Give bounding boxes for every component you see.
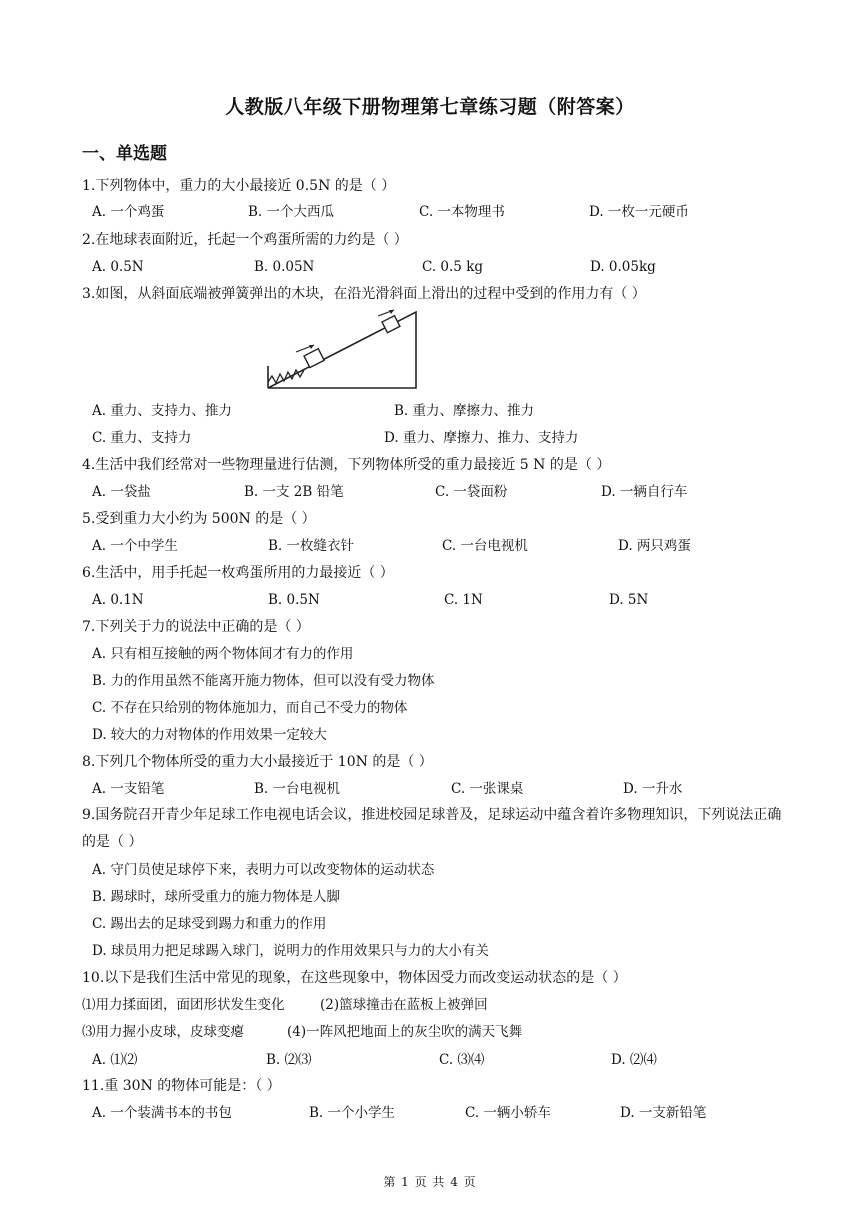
q7-option-a: A. 只有相互接触的两个物体间才有力的作用 xyxy=(92,646,354,662)
incline-diagram-svg xyxy=(262,308,422,392)
page-footer: 第 1 页 共 4 页 xyxy=(383,1175,477,1189)
q7-option-b: B. 力的作用虽然不能离开施力物体，但可以没有受力物体 xyxy=(92,673,435,689)
q2-option-c: C. 0.5 kg xyxy=(422,259,484,275)
q2-option-b: B. 0.05N xyxy=(254,259,315,275)
q3-option-b: B. 重力、摩擦力、推力 xyxy=(394,403,535,419)
q5-option-c: C. 一台电视机 xyxy=(442,538,528,554)
q6-option-d: D. 5N xyxy=(609,592,649,608)
question-3-stem: 3.如图，从斜面底端被弹簧弹出的木块，在沿光滑斜面上滑出的过程中受到的作用力有（ ） xyxy=(82,286,646,302)
block-lower xyxy=(304,349,324,368)
q8-option-a: A. 一支铅笔 xyxy=(92,781,165,797)
incline-spring-figure xyxy=(262,308,422,396)
question-5-stem: 5.受到重力大小约为 500N 的是（ ） xyxy=(82,511,316,527)
q5-option-b: B. 一枚缝衣针 xyxy=(268,538,355,554)
q10-item-3: ⑶用力握小皮球，皮球变瘪 xyxy=(82,1024,244,1040)
q11-option-a: A. 一个装满书本的书包 xyxy=(92,1105,232,1121)
q10-option-a: A. ⑴⑵ xyxy=(92,1052,138,1068)
q11-option-c: C. 一辆小轿车 xyxy=(465,1105,551,1121)
q2-option-a: A. 0.5N xyxy=(92,259,144,275)
q8-option-d: D. 一升水 xyxy=(623,781,683,797)
q4-option-b: B. 一支 2B 铅笔 xyxy=(244,484,344,500)
question-8-stem: 8.下列几个物体所受的重力大小最接近于 10N 的是（ ） xyxy=(82,754,433,770)
question-1-stem: 1.下列物体中，重力的大小最接近 0.5N 的是（ ） xyxy=(82,178,396,194)
q4-option-a: A. 一袋盐 xyxy=(92,484,151,500)
q1-option-c: C. 一本物理书 xyxy=(419,204,505,220)
q10-item-2: (2)篮球撞击在蓝板上被弹回 xyxy=(320,997,488,1013)
q6-option-a: A. 0.1N xyxy=(92,592,144,608)
q6-option-c: C. 1N xyxy=(444,592,483,608)
question-9-stem: 9.国务院召开青少年足球工作电视电话会议，推进校园足球普及，足球运动中蕴含着许多物理知识，下列说法正确的是（ ） xyxy=(82,807,782,850)
section-heading: 一、单选题 xyxy=(82,144,167,164)
q4-option-d: D. 一辆自行车 xyxy=(601,484,688,500)
q9-option-b: B. 踢球时，球所受重力的施力物体是人脚 xyxy=(92,889,341,905)
document-title: 人教版八年级下册物理第七章练习题（附答案） xyxy=(225,96,635,118)
q7-option-c: C. 不存在只给别的物体施加力，而自己不受力的物体 xyxy=(92,700,408,716)
block-upper xyxy=(382,316,400,333)
q10-item-4: (4)一阵风把地面上的灰尘吹的满天飞舞 xyxy=(287,1024,523,1040)
question-4-stem: 4.生活中我们经常对一些物理量进行估测，下列物体所受的重力最接近 5 N 的是（ ） xyxy=(82,457,611,473)
arrow-lower xyxy=(296,345,314,352)
q10-option-b: B. ⑵⑶ xyxy=(266,1052,312,1068)
q1-option-d: D. 一枚一元硬币 xyxy=(589,204,689,220)
question-6-stem: 6.生活中，用手托起一枚鸡蛋所用的力最接近（ ） xyxy=(82,565,394,581)
q7-option-d: D. 较大的力对物体的作用效果一定较大 xyxy=(92,727,327,743)
question-10-stem: 10.以下是我们生活中常见的现象，在这些现象中，物体因受力而改变运动状态的是（ ） xyxy=(82,970,627,986)
q3-option-d: D. 重力、摩擦力、推力、支持力 xyxy=(384,430,579,446)
q11-option-d: D. 一支新铅笔 xyxy=(620,1105,707,1121)
q1-option-b: B. 一个大西瓜 xyxy=(248,204,335,220)
q2-option-d: D. 0.05kg xyxy=(590,259,656,275)
q9-option-a: A. 守门员使足球停下来，表明力可以改变物体的运动状态 xyxy=(92,862,435,878)
question-2-stem: 2.在地球表面附近，托起一个鸡蛋所需的力约是（ ） xyxy=(82,232,408,248)
question-7-stem: 7.下列关于力的说法中正确的是（ ） xyxy=(82,619,310,635)
q5-option-a: A. 一个中学生 xyxy=(92,538,178,554)
q6-option-b: B. 0.5N xyxy=(268,592,320,608)
q10-option-c: C. ⑶⑷ xyxy=(439,1052,485,1068)
q3-option-a: A. 重力、支持力、推力 xyxy=(92,403,232,419)
q4-option-c: C. 一袋面粉 xyxy=(435,484,508,500)
q9-option-d: D. 球员用力把足球踢入球门，说明力的作用效果只与力的大小有关 xyxy=(92,943,489,959)
q9-option-c: C. 踢出去的足球受到踢力和重力的作用 xyxy=(92,916,327,932)
q8-option-c: C. 一张课桌 xyxy=(451,781,524,797)
q10-option-d: D. ⑵⑷ xyxy=(611,1052,657,1068)
q5-option-d: D. 两只鸡蛋 xyxy=(618,538,691,554)
question-11-stem: 11.重 30N 的物体可能是：（ ） xyxy=(82,1078,281,1094)
arrow-upper xyxy=(378,310,394,316)
q1-option-a: A. 一个鸡蛋 xyxy=(92,204,165,220)
q10-item-1: ⑴用力揉面团，面团形状发生变化 xyxy=(82,997,285,1013)
q3-option-c: C. 重力、支持力 xyxy=(92,430,192,446)
q11-option-b: B. 一个小学生 xyxy=(309,1105,396,1121)
q8-option-b: B. 一台电视机 xyxy=(254,781,341,797)
